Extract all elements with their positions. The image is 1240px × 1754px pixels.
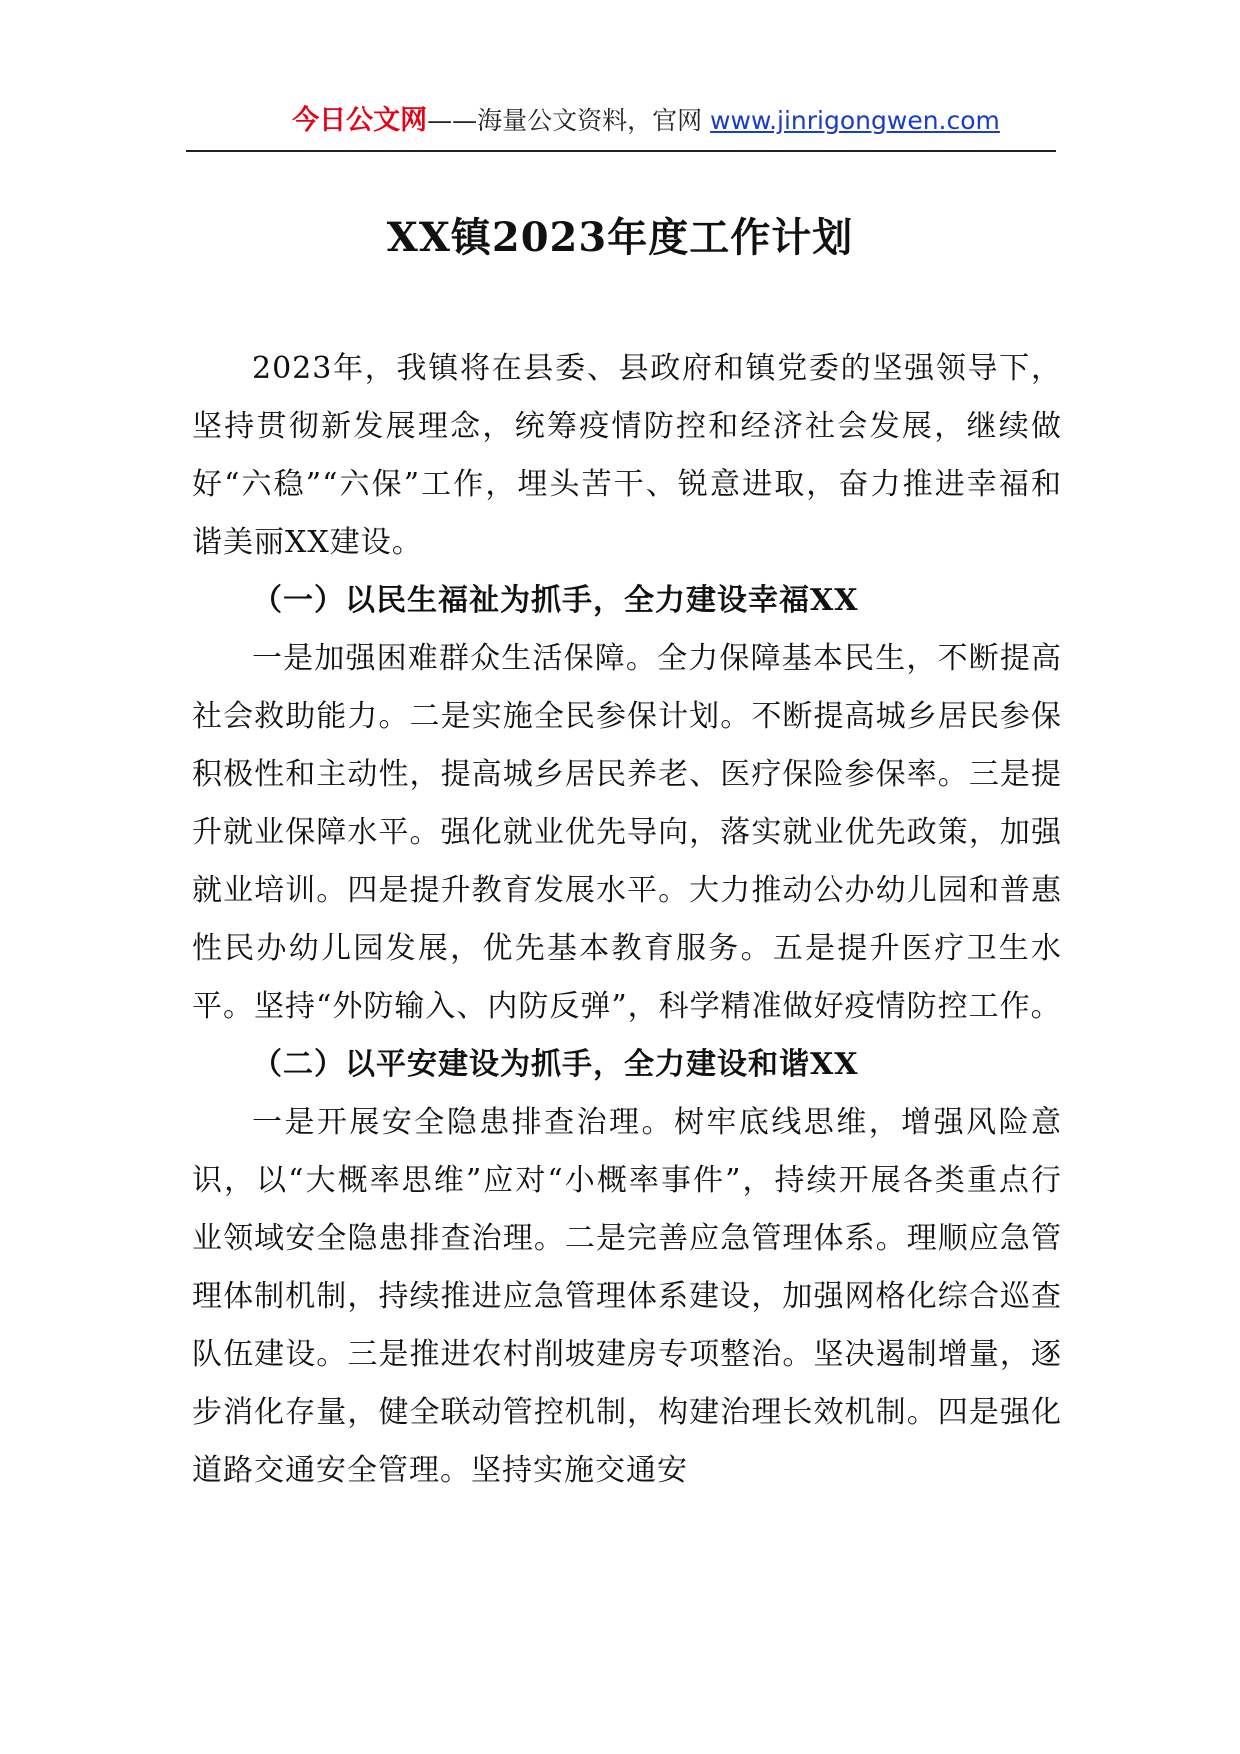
intro-paragraph: 2023年，我镇将在县委、县政府和镇党委的坚强领导下，坚持贯彻新发展理念，统筹疫情防控和经济社会发展，继续做好“六稳”“六保”工作，埋头苦干、锐意进取，奋力推进幸福和谐美丽XX建设。 [192, 351, 1062, 560]
section-1-paragraph: 一是加强困难群众生活保障。全力保障基本民生，不断提高社会救助能力。二是实施全民参保计划。不断提高城乡居民参保积极性和主动性，提高城乡居民养老、医疗保险参保率。三是提升就业保障水平。强化就业优先导向，落实就业优先政策，加强就业培训。四是提升教育发展水平。大力推动公办幼儿园和普惠性民办幼儿园发展，优先基本教育服务。五是提升医疗卫生水平。坚持“外防输入、内防反弹”，科学精准做好疫情防控工作。 [192, 641, 1062, 1024]
document-title: XX镇2023年度工作计划 [386, 214, 854, 261]
header-text [292, 104, 1000, 138]
section-1-heading: （一）以民生福祉为抓手，全力建设幸福XX [252, 583, 859, 618]
website-link[interactable]: www.jinrigongwen.com [710, 106, 1000, 135]
section-2-paragraph: 一是开展安全隐患排查治理。树牢底线思维，增强风险意识，以“大概率思维”应对“小概率事件”，持续开展各类重点行业领域安全隐患排查治理。二是完善应急管理体系。理顺应急管理体制机制，持续推进应急管理体系建设，加强网格化综合巡查队伍建设。三是推进农村削坡建房专项整治。坚决遏制增量，逐步消化存量，健全联动管控机制，构建治理长效机制。四是强化道路交通安全管理。坚持实施交通安 [192, 1105, 1062, 1488]
header-tagline: ——海量公文资料，官网 [427, 106, 711, 135]
document-body [192, 340, 1062, 1500]
page-header [186, 100, 1056, 152]
brand-name: 今日公文网 [292, 105, 428, 136]
section-2-heading: （二）以平安建设为抓手，全力建设和谐XX [252, 1047, 859, 1082]
